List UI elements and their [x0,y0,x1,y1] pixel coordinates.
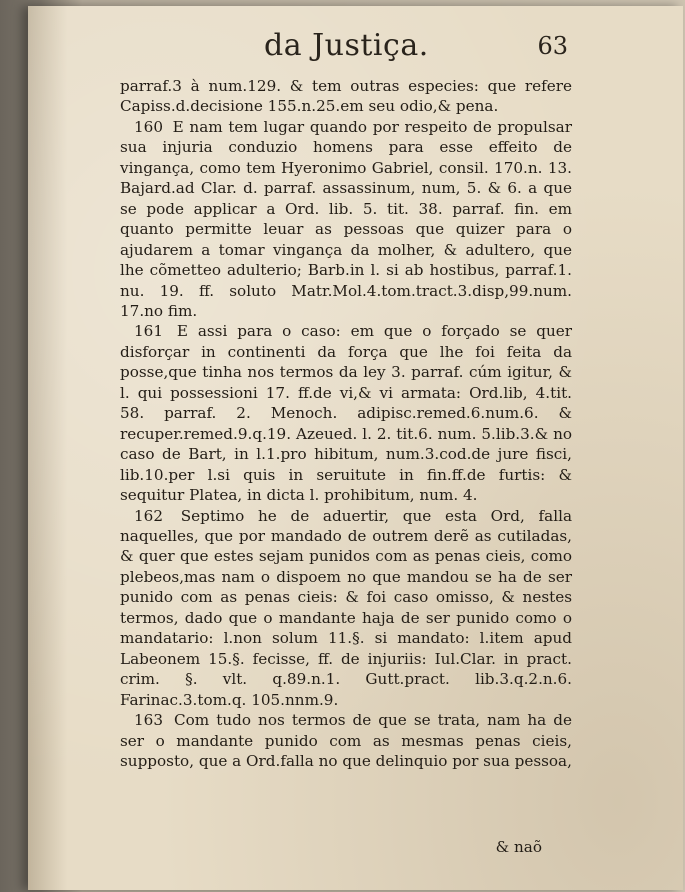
paragraph-160 [120,117,572,322]
paragraph-162 [120,506,572,711]
body-text [120,76,572,771]
paragraph-number: 163 [134,711,163,730]
paragraph-text: E assi para o caso: em que o forçado se quer disforçar in continenti da força que lhe foi feita da posse,que tinha nos termos da ley 3. parraf. cúm igitur, & l. qui possessioni 17. ff.de vi,& vi armata: Ord.lib, 4.tit. 58. parraf. 2. Menoch. adipisc.remed.6.num.6. & recuper.remed.9.q.19. Azeued. l. 2. tit.6. num. 5.lib.3.& no caso de Bart, in l.1.pro hibitum, num.3.cod.de jure fisci, lib.10.per l.si quis in seruitute in fin.ff.de furtis: & sequitur Platea, in dicta l. prohibitum, num. 4. [120,322,572,505]
paragraph-text: parraf.3 à num.129. & tem outras especies: que refere Capiss.d.decisione 155.n.25.em seu odio,& pena. [120,77,572,116]
paragraph-number: 161 [134,322,163,341]
running-title: da Justiça. [264,28,429,63]
page-number: 63 [537,32,568,60]
page-header [228,28,568,70]
paragraph-number: 162 [134,506,163,525]
paragraph-text: E nam tem lugar quando por respeito de propulsar sua injuria conduzio homens para esse effeito de vingança, como tem Hyeronimo Gabriel, consil. 170.n. 13. Bajard.ad Clar. d. parraf. assassinum, num, 5. & 6. a que se pode applicar a Ord. lib. 5. tit. 38. parraf. fin. em quanto permitte leuar as pessoas que quizer para o ajudarem a tomar vingança da molher, & adultero, que lhe cõmetteo adulterio; Barb.in l. si ab hostibus, parraf.1. nu. 19. ff. soluto Matr.Mol.4.tom.tract.3.disp,99.num. 17.no fim. [120,117,572,320]
paragraph-161 [120,321,572,505]
paragraph-continued [120,76,572,117]
paragraph-text: Septimo he de aduertir, que esta Ord, falla naquelles, que por mandado de outrem derẽ as cutiladas, & quer que estes sejam punidos com as penas cieis, como plebeos,mas nam o dispoem no que mandou se ha de ser punido com as penas cieis: & foi caso omisso, & nestes termos, dado que o mandante haja de ser punido como o mandatario: l.non solum 11.§. si mandato: l.item apud Labeonem 15.§. fecisse, ff. de injuriis: Iul.Clar. in pract. crim. §. vlt. q.89.n.1. Gutt.pract. lib.3.q.2.n.6. Farinac.3.tom.q. 105.nnm.9. [120,506,573,709]
book-page [28,6,683,890]
catchword: & naõ [495,838,542,856]
paragraph-text: Com tudo nos termos de que se trata, nam ha de ser o mandante punido com as mesmas penas cieis, supposto, que a Ord.falla no que delinquio por sua pessoa, [120,711,572,770]
paragraph-number: 160 [134,117,163,136]
paragraph-163 [120,710,572,771]
